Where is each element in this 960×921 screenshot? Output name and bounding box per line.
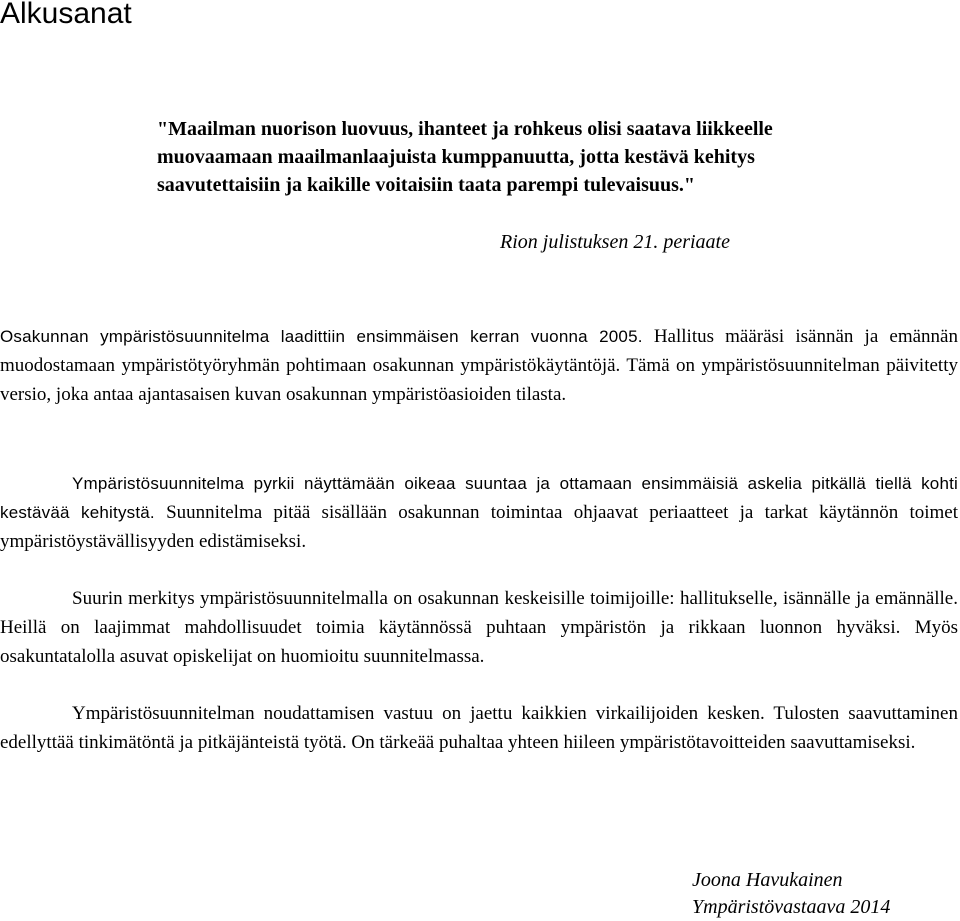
- signature-block: [692, 867, 890, 921]
- paragraph-1-sentence-1: Osakunnan ympäristösuunnitelma laadittiin ensimmäisen kerran vuonna 2005.: [0, 327, 643, 346]
- paragraph-2-sentence-2: Suunnitelma pitää sisällään osakunnan toimintaa ohjaavat periaatteet ja tarkat käytännön toimet ympäristöystävällisyyden edistämiseksi.: [0, 502, 959, 552]
- paragraph-2: [0, 469, 958, 556]
- signature-role: Ympäristövastaava 2014: [692, 896, 891, 918]
- paragraph-2-sentence-1: Ympäristösuunnitelma pyrkii näyttämään oikeaa suuntaa ja ottamaan ensimmäisiä askelia pitkällä tiellä kohti kestävää kehitystä.: [0, 474, 958, 522]
- paragraph-4: Ympäristösuunnitelman noudattamisen vastuu on jaettu kaikkien virkailijoiden kesken. Tulosten saavuttaminen edellyttää tinkimätöntä ja pitkäjänteistä työtä. On tärkeää puhaltaa yhteen hiileen ympäristötavoitteiden saavuttamiseksi.: [0, 703, 958, 753]
- page-title: Alkusanat: [0, 0, 132, 30]
- paragraph-1-sentence-2: Hallitus määräsi isännän ja emännän muodostamaan ympäristötyöryhmän pohtimaan osakunnan ympäristökäytäntöjä.: [0, 326, 958, 376]
- paragraph-3: Suurin merkitys ympäristösuunnitelmalla on osakunnan keskeisille toimijoille: hallitukselle, isännälle ja emännälle. Heillä on laajimmat mahdollisuudet toimia käytännössä puhtaan ympäristön ja rikkaan luonnon hyväksi. Myös osakuntatalolla asuvat opiskelijat on huomioitu suunnitelmassa.: [0, 588, 958, 667]
- epigraph-source: Rion julistuksen 21. periaate: [500, 231, 730, 253]
- paragraph-1-sentence-3: Tämä on ympäristösuunnitelman päivitetty versio, joka antaa ajantasaisen kuvan osakunnan ympäristöasioiden tilasta.: [0, 355, 958, 405]
- paragraph-1: [0, 322, 958, 409]
- signature-name: Joona Havukainen: [692, 869, 843, 891]
- epigraph-quote: "Maailman nuorison luovuus, ihanteet ja rohkeus olisi saatava liikkeelle muovaamaan maailmanlaajuista kumppanuutta, jotta kestävä kehitys saavutettaisiin ja kaikille voitaisiin taata parempi tulevaisuus.": [157, 118, 773, 196]
